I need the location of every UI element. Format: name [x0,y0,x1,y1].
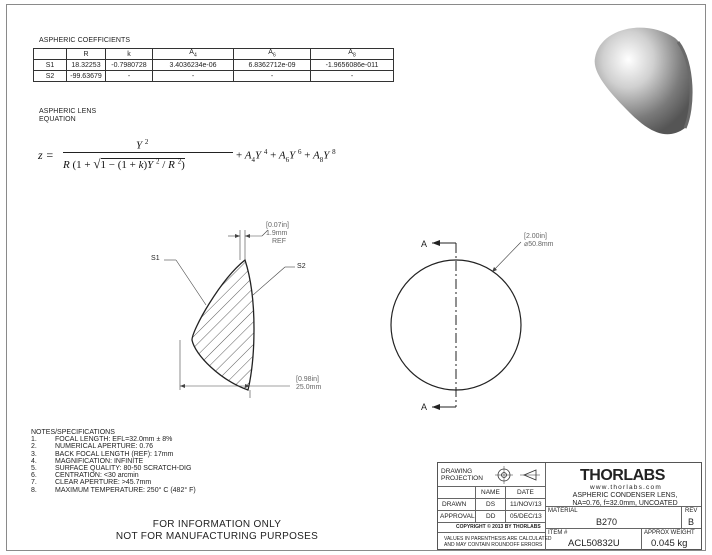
note-number: 6. [31,472,37,480]
table-header-cell: $A_8$ [311,49,394,60]
list-item [31,451,196,458]
table-header-cell: $A_6$ [234,49,311,60]
note-text: CLEAR APERTURE: >45.7mm [55,479,152,487]
note-number: 4. [31,457,37,465]
coefficients-table [33,48,394,82]
note-text: CENTRATION: <30 arcmin [55,472,139,480]
table-row [34,71,394,82]
material-cell [546,507,682,529]
note-number: 8. [31,486,37,494]
material-label: MATERIAL [548,508,578,514]
third-angle-projection-icon [494,466,544,484]
drawn-name-cell [476,499,506,511]
description-line2: NA=0.76, f=32.0mm, UNCOATED [572,499,678,507]
equation-heading-line1: ASPHERIC LENS [39,108,97,115]
table-cell: S2 [34,71,67,82]
table-cell: S1 [34,60,67,71]
table-header-cell: R [67,49,106,60]
list-item [31,443,196,450]
note-text: BACK FOCAL LENGTH (REF): 17mm [55,450,174,458]
table-cell: - [234,71,311,82]
table-header-cell [34,49,67,60]
website: www.thorlabs.com [590,484,662,491]
table-cell: -1.9656086e-011 [311,60,394,71]
drawn-label-cell [438,499,476,511]
list-item [31,479,196,486]
table-header-row [34,49,394,60]
note-text: MAGNIFICATION: INFINITE [55,457,144,465]
note-text: SURFACE QUALITY: 80-50 SCRATCH-DIG [55,465,192,473]
list-item [31,465,196,472]
disclaimer-cell [438,533,552,550]
copyright: COPYRIGHT © 2013 BY THORLABS [456,524,541,530]
approval-name: DD [486,513,496,520]
drawn-date: 11/NOV/13 [510,501,542,508]
section-a-top: A [421,239,428,249]
item-cell [546,529,642,550]
table-row [34,60,394,71]
approval-label: APPROVAL [440,513,475,520]
diameter-mm: ⌀50.8mm [524,241,554,248]
height-mm: 25.0mm [296,384,322,391]
drawn-label: DRAWN [442,501,467,508]
list-item [31,487,196,494]
thickness-dimension [266,222,289,246]
approval-date: 05/DEC/13 [510,513,542,520]
rev-cell [682,507,701,529]
brand-cell [546,463,701,507]
rev-label: REV [685,508,698,514]
list-item [31,472,196,479]
thickness-ref: REF [272,238,286,245]
date-header-cell [506,487,546,499]
s1-label: S1 [151,255,160,262]
equation-heading-line2: EQUATION [39,115,76,123]
item-value: ACL50832U [568,538,620,549]
table-cell: -99.63679 [67,71,106,82]
list-item [31,458,196,465]
table-cell: 6.8362712e-09 [234,60,311,71]
equation-heading [39,108,96,123]
disclaimer-line1: VALUES IN PARENTHESIS ARE CALCULATED [444,536,552,542]
s2-label: S2 [297,263,306,270]
thickness-mm: 1.9mm [266,230,288,237]
notes-heading: NOTES/SPECIFICATIONS [31,429,115,436]
approval-date-cell [506,511,546,523]
note-text: FOCAL LENGTH: EFL=32.0mm ± 8% [55,436,173,444]
note-number: 7. [31,479,37,487]
title-block [437,462,702,550]
projection-cell [438,463,546,487]
note-text: NUMERICAL APERTURE: 0.76 [55,443,154,451]
weight-value: 0.045 kg [651,538,688,549]
lens-front-view [380,225,560,425]
item-label: ITEM # [548,530,568,536]
note-text: MAXIMUM TEMPERATURE: 250° C (482° F) [55,486,196,494]
note-number: 1. [31,436,37,444]
blank-cell [438,487,476,499]
section-a-bottom: A [421,402,428,412]
table-cell: - [311,71,394,82]
list-item [31,436,196,443]
disclaimer-line2: AND MAY CONTAIN ROUNDOFF ERRORS [444,542,543,548]
height-dimension [296,376,321,392]
note-number: 3. [31,450,37,458]
table-header-cell: k [106,49,153,60]
lens-3d-render [590,18,700,148]
thickness-in: [0.07in] [266,222,289,229]
name-header-cell [476,487,506,499]
table-cell: 18.32253 [67,60,106,71]
brand-logo: THORLABS [580,467,665,484]
notes-section [31,429,196,494]
copyright-cell [438,523,546,533]
diameter-in: [2.00in] [524,233,547,240]
footer-line2: NOT FOR MANUFACTURING PURPOSES [115,531,319,542]
approval-name-cell [476,511,506,523]
table-cell: 3.4036234e-06 [153,60,234,71]
lens-side-view [140,220,370,420]
rev-value: B [688,517,695,527]
table-header-cell: $A_4$ [153,49,234,60]
material-value: B270 [596,517,618,527]
weight-label: APPROX WEIGHT [644,530,695,536]
coefficients-heading: ASPHERIC COEFFICIENTS [39,37,131,44]
table-cell: -0.7980728 [106,60,153,71]
table-cell: - [106,71,153,82]
name-header: NAME [481,489,500,496]
height-in: [0.98in] [296,376,319,383]
footer-line1: FOR INFORMATION ONLY [152,519,282,530]
projection-line2: PROJECTION [441,475,483,482]
drawn-date-cell [506,499,546,511]
table-cell: - [153,71,234,82]
approval-label-cell [438,511,476,523]
note-number: 5. [31,465,37,473]
diameter-dimension [524,233,554,249]
description-line1: ASPHERIC CONDENSER LENS, [572,492,678,499]
date-header: DATE [517,489,534,496]
drawn-name: DS [486,501,496,508]
projection-line1: DRAWING [441,468,473,475]
note-number: 2. [31,443,37,451]
weight-cell [642,529,701,550]
